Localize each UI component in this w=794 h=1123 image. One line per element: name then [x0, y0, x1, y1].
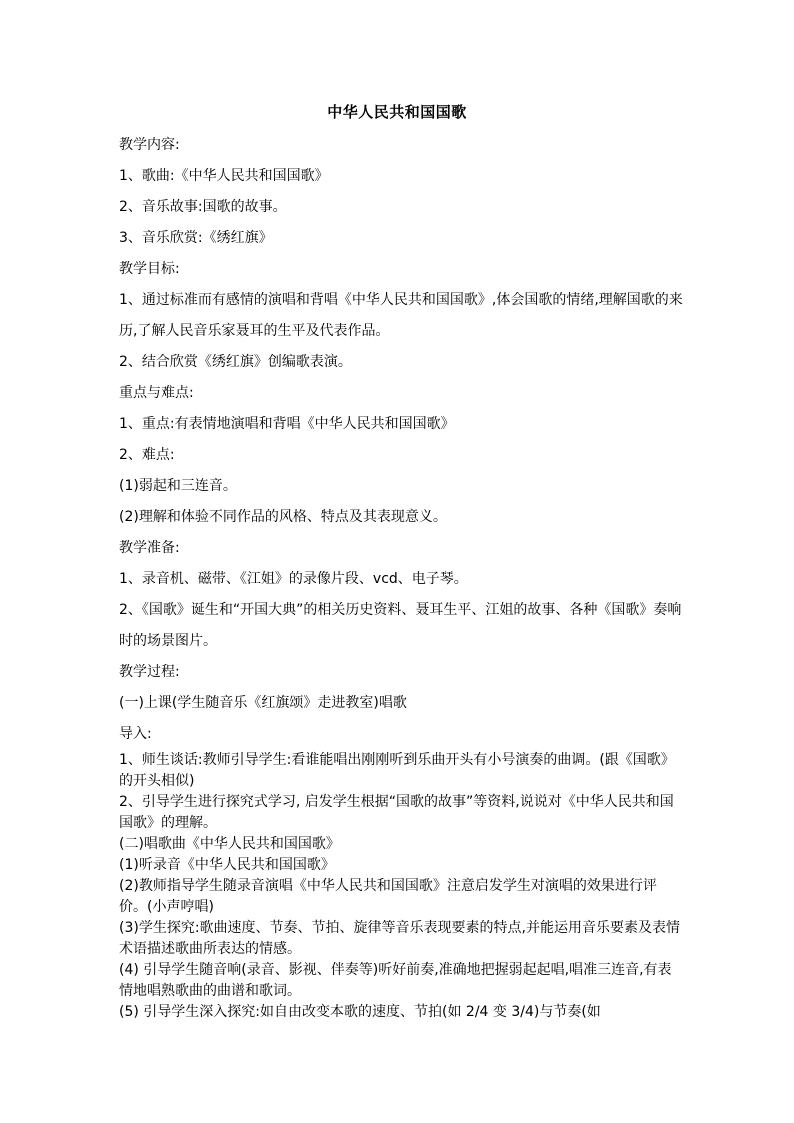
- paragraph-preparation-heading: 教学准备:: [119, 540, 180, 556]
- document-title: 中华人民共和国国歌: [327, 103, 467, 121]
- paragraph-intro-heading: 导入:: [119, 726, 152, 742]
- paragraph-key-point-1: 1、重点:有表情地演唱和背唱《中华人民共和国国歌》: [119, 416, 455, 432]
- paragraph-goals-heading: 教学目标:: [119, 261, 180, 277]
- paragraph-difficulty-1: (1)弱起和三连音。: [119, 478, 237, 494]
- paragraph-difficulty-heading: 2、难点:: [119, 447, 175, 463]
- paragraph-sing-1: (1)听录音《中华人民共和国国歌》: [119, 857, 335, 873]
- paragraph-content-1: 1、歌曲:《中华人民共和国国歌》: [119, 168, 329, 184]
- paragraph-intro-1: 1、师生谈话:教师引导学生:看谁能唱出刚刚听到乐曲开头有小号演奏的曲调。(跟《国歌》的开头相似): [119, 752, 675, 789]
- paragraph-key-points-heading: 重点与难点:: [119, 385, 194, 401]
- paragraph-sing-2: (2)教师指导学生随录音演唱《中华人民共和国国歌》注意启发学生对演唱的效果进行评价。(小声哼唱): [119, 878, 657, 915]
- paragraph-process-heading: 教学过程:: [119, 664, 180, 680]
- paragraph-preparation-1: 1、录音机、磁带、《江姐》的录像片段、vcd、电子琴。: [119, 571, 468, 587]
- paragraph-content-2: 2、音乐故事:国歌的故事。: [119, 199, 287, 215]
- paragraph-process-step-1: (一)上课(学生随音乐《红旗颂》走进教室)唱歌: [119, 695, 407, 711]
- paragraph-sing-3: (3)学生探究:歌曲速度、节奏、节拍、旋律等音乐表现要素的特点,并能运用音乐要素及表情术语描述歌曲所表达的情感。: [119, 920, 680, 957]
- paragraph-difficulty-2: (2)理解和体验不同作品的风格、特点及其表现意义。: [119, 509, 447, 525]
- paragraph-sing-heading: (二)唱歌曲《中华人民共和国国歌》: [119, 836, 340, 852]
- paragraph-teaching-content-heading: 教学内容:: [119, 137, 180, 153]
- paragraph-sing-5: (5) 引导学生深入探究:如自由改变本歌的速度、节拍(如 2/4 变 3/4)与节奏(如: [119, 1004, 601, 1020]
- paragraph-content-3: 3、音乐欣赏:《绣红旗》: [119, 230, 273, 246]
- paragraph-intro-2: 2、引导学生进行探究式学习, 启发学生根据“国歌的故事”等资料,说说对《中华人民共和国国歌》的理解。: [119, 794, 674, 831]
- paragraph-sing-4: (4) 引导学生随音响(录音、影视、伴奏等)听好前奏,准确地把握弱起起唱,唱准三连音,有表情地唱熟歌曲的曲谱和歌词。: [119, 962, 672, 999]
- paragraph-preparation-2: 2、《国歌》诞生和“开国大典”的相关历史资料、聂耳生平、江姐的故事、各种《国歌》奏响时的场景图片。: [119, 602, 682, 649]
- paragraph-goal-1: 1、通过标准而有感情的演唱和背唱《中华人民共和国国歌》,体会国歌的情绪,理解国歌的来历,了解人民音乐家聂耳的生平及代表作品。: [119, 292, 683, 339]
- document-body: [119, 130, 684, 1023]
- paragraph-goal-2: 2、结合欣赏《绣红旗》创编歌表演。: [119, 354, 352, 370]
